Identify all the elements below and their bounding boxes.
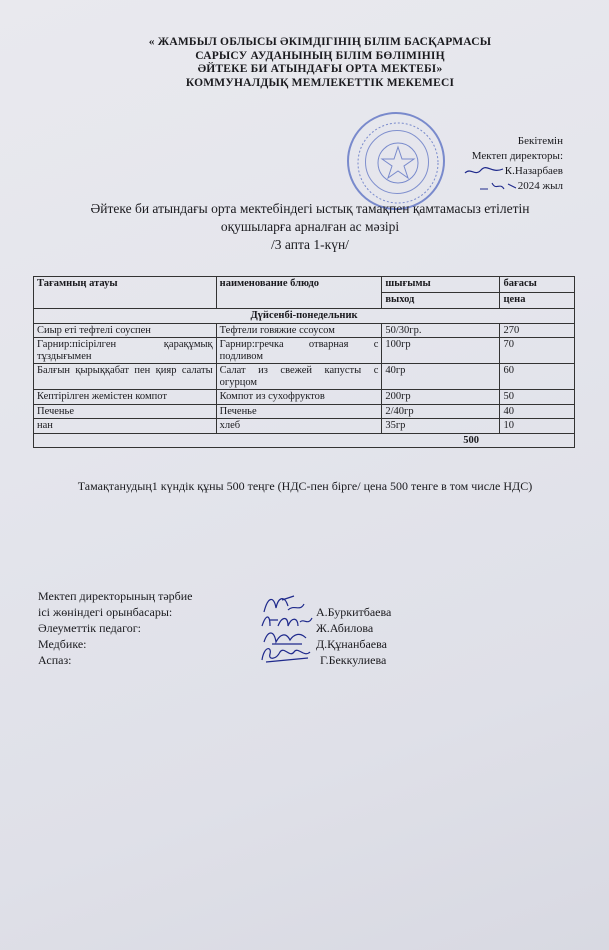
dish-output: 50/30гр. (382, 323, 500, 338)
dish-kz: Балғын қырыққабат пен қияр салаты (34, 364, 217, 390)
table-row (34, 323, 575, 338)
dish-kz: Печенье (34, 404, 217, 419)
header-price-kz: бағасы (500, 277, 575, 293)
dish-output: 40гр (382, 364, 500, 390)
title-line-1: Әйтеке би атындағы орта мектебіндегі ыстық тамақпен қамтамасыз етілетін (90, 201, 530, 216)
cook-name: Г.Беккулиева (320, 653, 387, 667)
table-row (34, 364, 575, 390)
total-price: 500 (34, 433, 575, 448)
daily-cost-note: Тамақтанудың1 күндік құны 500 теңге (НДС-пен бірге/ цена 500 тенге в том числе НДС) (77, 479, 533, 493)
dish-kz: нан (34, 419, 217, 434)
dish-price: 70 (500, 338, 575, 364)
header-line-4: КОММУНАЛДЫҚ МЕМЛЕКЕТТІК МЕКЕМЕСІ (185, 76, 455, 89)
dish-kz: Гарнир:пісірілген қарақұмық тұздығымен (34, 338, 217, 364)
nurse-role: Медбике: (38, 637, 87, 651)
header-output-kz: шығымы (382, 277, 500, 293)
cook-signature (258, 640, 318, 666)
approval-position: Мектеп директоры: (471, 150, 563, 162)
dish-output: 35гр (382, 419, 500, 434)
dish-ru: хлеб (216, 419, 382, 434)
dish-price: 10 (500, 419, 575, 434)
dish-price: 270 (500, 323, 575, 338)
dish-ru: Тефтели говяжие ссоусом (216, 323, 382, 338)
header-name-ru: наименование блюдо (216, 277, 382, 309)
dish-price: 60 (500, 364, 575, 390)
table-row (34, 419, 575, 434)
date-handwritten (478, 180, 518, 192)
menu-table (33, 276, 575, 448)
nurse-name: Д.Құнанбаева (316, 637, 387, 651)
dish-kz: Кептірілген жемістен компот (34, 390, 217, 405)
day-label: Дүйсенбі-понедельник (34, 309, 575, 324)
dish-output: 200гр (382, 390, 500, 405)
signatures-block (38, 588, 558, 668)
social-pedagogue-name: Ж.Абилова (316, 621, 374, 635)
approval-block (463, 134, 563, 194)
menu-title (30, 200, 590, 254)
official-seal-stamp (347, 112, 445, 210)
dish-price: 50 (500, 390, 575, 405)
header-line-1: « ЖАМБЫЛ ОБЛЫСЫ ӘКІМДІГІНІҢ БІЛІМ БАСҚАРМАСЫ (148, 36, 492, 48)
dish-ru: Гарнир:гречка отварная с подливом (216, 338, 382, 364)
deputy-name: А.Буркитбаева (316, 605, 392, 619)
social-pedagogue-role: Әлеуметтік педагог: (38, 621, 141, 635)
title-line-2: оқушыларға арналған ас мәзірі (220, 219, 400, 234)
header-line-2: САРЫСУ АУДАНЫНЫҢ БІЛІМ БӨЛІМІНІҢ (195, 49, 445, 62)
dish-kz: Сиыр еті тефтелі соуспен (34, 323, 217, 338)
dish-ru: Салат из свежей капусты с огурцом (216, 364, 382, 390)
header-price-ru: цена (500, 293, 575, 309)
dish-output: 100гр (382, 338, 500, 364)
approval-year: 2024 жыл (517, 180, 563, 192)
header-output-ru: выход (382, 293, 500, 309)
director-name: К.Назарбаев (504, 165, 563, 177)
deputy-role-line-1: Мектеп директорының тәрбие (38, 589, 193, 603)
header-line-3: ӘЙТЕКЕ БИ АТЫНДАҒЫ ОРТА МЕКТЕБІ» (197, 63, 443, 75)
dish-price: 40 (500, 404, 575, 419)
dish-ru: Компот из сухофруктов (216, 390, 382, 405)
director-signature (463, 165, 505, 177)
dish-ru: Печенье (216, 404, 382, 419)
deputy-role-line-2: ісі жөніндегі орынбасары: (38, 605, 173, 619)
school-header (60, 36, 580, 90)
cook-role: Аспаз: (38, 653, 72, 667)
title-line-3: /3 апта 1-күн/ (271, 237, 349, 252)
table-row (34, 390, 575, 405)
table-row (34, 338, 575, 364)
dish-output: 2/40гр (382, 404, 500, 419)
approval-label: Бекітемін (517, 135, 563, 147)
header-name-kz: Тағамның атауы (34, 277, 217, 309)
table-row (34, 404, 575, 419)
